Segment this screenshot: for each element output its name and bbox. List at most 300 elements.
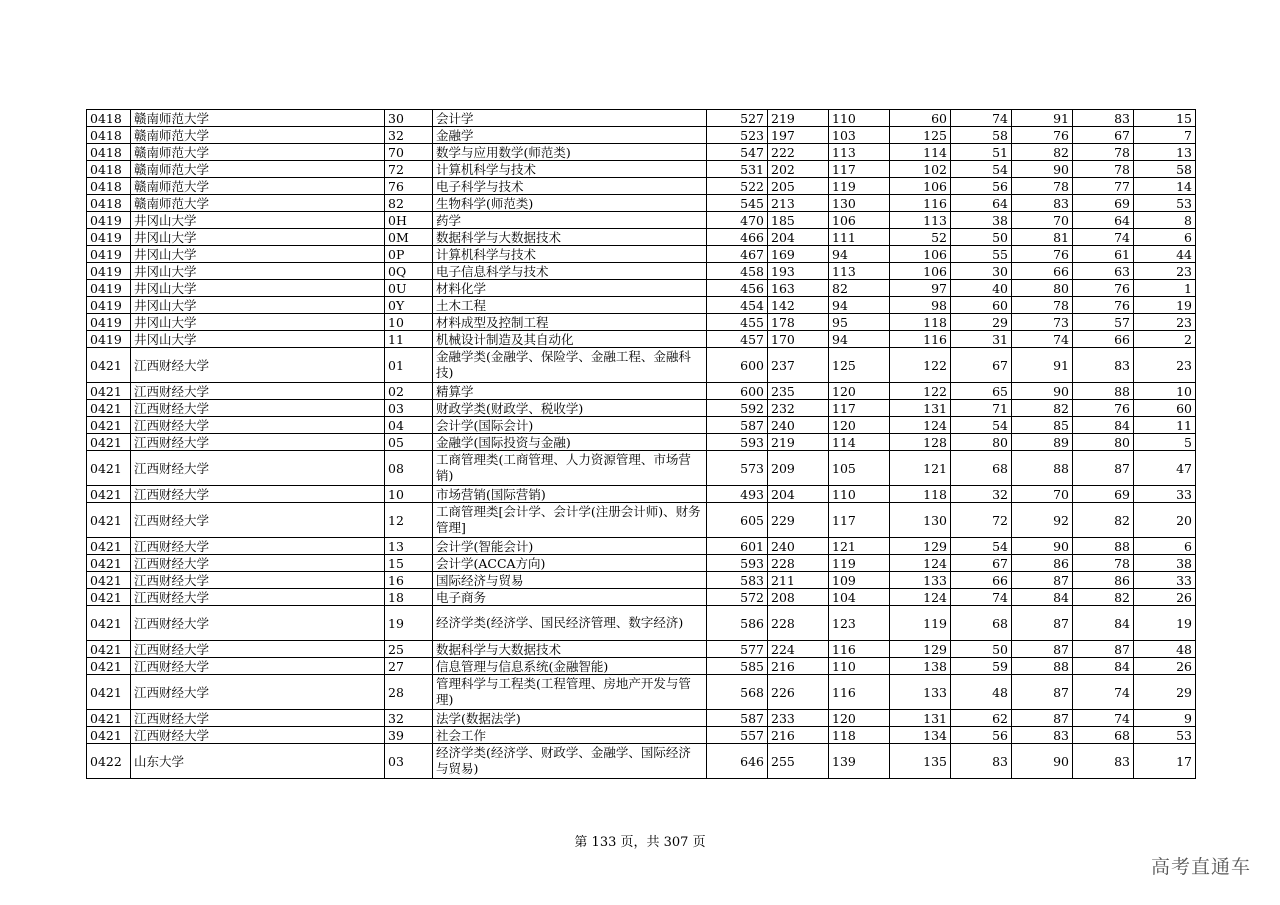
- score-d-cell: 32: [951, 486, 1012, 503]
- score-f-cell: 83: [1073, 744, 1134, 779]
- score-e-cell: 70: [1012, 212, 1073, 229]
- score-b-cell: 104: [829, 589, 890, 606]
- plan-count-cell: 23: [1134, 314, 1196, 331]
- school-code-cell: 0421: [87, 417, 131, 434]
- score-d-cell: 80: [951, 434, 1012, 451]
- score-b-cell: 117: [829, 400, 890, 417]
- table-row: [87, 710, 1196, 727]
- school-name-cell: 江西财经大学: [131, 400, 385, 417]
- major-code-cell: 25: [385, 641, 433, 658]
- score-f-cell: 66: [1073, 331, 1134, 348]
- school-code-cell: 0419: [87, 246, 131, 263]
- score-f-cell: 74: [1073, 675, 1134, 710]
- major-name-cell: 社会工作: [433, 727, 707, 744]
- score-d-cell: 72: [951, 503, 1012, 538]
- major-name-cell: 电子信息科学与技术: [433, 263, 707, 280]
- score-f-cell: 84: [1073, 417, 1134, 434]
- major-name-cell: 财政学类(财政学、税收学): [433, 400, 707, 417]
- score-b-cell: 113: [829, 263, 890, 280]
- score-e-cell: 82: [1012, 400, 1073, 417]
- major-code-cell: 32: [385, 127, 433, 144]
- school-name-cell: 江西财经大学: [131, 572, 385, 589]
- school-name-cell: 江西财经大学: [131, 589, 385, 606]
- major-code-cell: 32: [385, 710, 433, 727]
- total-score-cell: 587: [707, 710, 768, 727]
- school-code-cell: 0418: [87, 110, 131, 127]
- total-score-cell: 605: [707, 503, 768, 538]
- score-b-cell: 110: [829, 486, 890, 503]
- total-score-cell: 531: [707, 161, 768, 178]
- score-f-cell: 76: [1073, 280, 1134, 297]
- score-c-cell: 134: [890, 727, 951, 744]
- major-name-cell: 市场营销(国际营销): [433, 486, 707, 503]
- school-name-cell: 江西财经大学: [131, 417, 385, 434]
- score-c-cell: 106: [890, 178, 951, 195]
- total-score-cell: 466: [707, 229, 768, 246]
- major-name-cell: 会计学(ACCA方向): [433, 555, 707, 572]
- plan-count-cell: 23: [1134, 263, 1196, 280]
- major-name-cell: 数据科学与大数据技术: [433, 641, 707, 658]
- plan-count-cell: 11: [1134, 417, 1196, 434]
- score-e-cell: 87: [1012, 641, 1073, 658]
- score-f-cell: 86: [1073, 572, 1134, 589]
- score-c-cell: 138: [890, 658, 951, 675]
- score-e-cell: 86: [1012, 555, 1073, 572]
- score-b-cell: 119: [829, 178, 890, 195]
- score-a-cell: 202: [768, 161, 829, 178]
- score-c-cell: 130: [890, 503, 951, 538]
- score-b-cell: 117: [829, 161, 890, 178]
- major-name-cell: 数据科学与大数据技术: [433, 229, 707, 246]
- score-e-cell: 78: [1012, 178, 1073, 195]
- score-c-cell: 98: [890, 297, 951, 314]
- score-d-cell: 54: [951, 538, 1012, 555]
- major-code-cell: 10: [385, 314, 433, 331]
- score-d-cell: 38: [951, 212, 1012, 229]
- score-a-cell: 228: [768, 555, 829, 572]
- score-d-cell: 51: [951, 144, 1012, 161]
- major-name-cell: 土木工程: [433, 297, 707, 314]
- score-e-cell: 73: [1012, 314, 1073, 331]
- major-code-cell: 15: [385, 555, 433, 572]
- score-c-cell: 106: [890, 263, 951, 280]
- score-f-cell: 69: [1073, 195, 1134, 212]
- plan-count-cell: 7: [1134, 127, 1196, 144]
- school-name-cell: 井冈山大学: [131, 331, 385, 348]
- score-d-cell: 67: [951, 555, 1012, 572]
- score-d-cell: 54: [951, 161, 1012, 178]
- plan-count-cell: 6: [1134, 538, 1196, 555]
- score-e-cell: 90: [1012, 744, 1073, 779]
- score-b-cell: 110: [829, 658, 890, 675]
- table-row: [87, 178, 1196, 195]
- score-c-cell: 118: [890, 486, 951, 503]
- school-name-cell: 江西财经大学: [131, 555, 385, 572]
- score-f-cell: 83: [1073, 348, 1134, 383]
- major-name-cell: 金融学(国际投资与金融): [433, 434, 707, 451]
- total-score-cell: 600: [707, 348, 768, 383]
- table-row: [87, 675, 1196, 710]
- score-d-cell: 50: [951, 229, 1012, 246]
- total-score-cell: 586: [707, 606, 768, 641]
- score-e-cell: 74: [1012, 331, 1073, 348]
- score-e-cell: 87: [1012, 572, 1073, 589]
- school-code-cell: 0418: [87, 161, 131, 178]
- school-code-cell: 0421: [87, 658, 131, 675]
- score-e-cell: 92: [1012, 503, 1073, 538]
- major-name-cell: 生物科学(师范类): [433, 195, 707, 212]
- score-c-cell: 52: [890, 229, 951, 246]
- score-d-cell: 31: [951, 331, 1012, 348]
- school-code-cell: 0419: [87, 263, 131, 280]
- watermark-text: 高考直通车: [1150, 856, 1251, 878]
- score-e-cell: 76: [1012, 246, 1073, 263]
- score-c-cell: 124: [890, 555, 951, 572]
- score-f-cell: 80: [1073, 434, 1134, 451]
- school-name-cell: 江西财经大学: [131, 641, 385, 658]
- score-b-cell: 106: [829, 212, 890, 229]
- table-row: [87, 400, 1196, 417]
- plan-count-cell: 19: [1134, 606, 1196, 641]
- table-row: [87, 161, 1196, 178]
- score-a-cell: 235: [768, 383, 829, 400]
- plan-count-cell: 58: [1134, 161, 1196, 178]
- major-name-cell: 国际经济与贸易: [433, 572, 707, 589]
- score-c-cell: 97: [890, 280, 951, 297]
- score-e-cell: 89: [1012, 434, 1073, 451]
- school-code-cell: 0418: [87, 195, 131, 212]
- score-a-cell: 237: [768, 348, 829, 383]
- school-code-cell: 0419: [87, 297, 131, 314]
- plan-count-cell: 17: [1134, 744, 1196, 779]
- score-c-cell: 114: [890, 144, 951, 161]
- total-score-cell: 587: [707, 417, 768, 434]
- score-e-cell: 91: [1012, 110, 1073, 127]
- score-a-cell: 163: [768, 280, 829, 297]
- plan-count-cell: 53: [1134, 195, 1196, 212]
- score-f-cell: 68: [1073, 727, 1134, 744]
- table-row: [87, 606, 1196, 641]
- score-c-cell: 124: [890, 417, 951, 434]
- school-code-cell: 0419: [87, 229, 131, 246]
- school-code-cell: 0418: [87, 127, 131, 144]
- table-row: [87, 195, 1196, 212]
- score-b-cell: 118: [829, 727, 890, 744]
- plan-count-cell: 29: [1134, 675, 1196, 710]
- plan-count-cell: 60: [1134, 400, 1196, 417]
- table-row: [87, 727, 1196, 744]
- score-a-cell: 233: [768, 710, 829, 727]
- major-name-cell: 精算学: [433, 383, 707, 400]
- school-code-cell: 0421: [87, 710, 131, 727]
- score-a-cell: 204: [768, 486, 829, 503]
- school-code-cell: 0421: [87, 434, 131, 451]
- total-score-cell: 454: [707, 297, 768, 314]
- score-c-cell: 122: [890, 348, 951, 383]
- score-f-cell: 83: [1073, 110, 1134, 127]
- total-score-cell: 577: [707, 641, 768, 658]
- school-code-cell: 0421: [87, 572, 131, 589]
- plan-count-cell: 8: [1134, 212, 1196, 229]
- score-c-cell: 122: [890, 383, 951, 400]
- school-name-cell: 井冈山大学: [131, 229, 385, 246]
- plan-count-cell: 15: [1134, 110, 1196, 127]
- major-name-cell: 数学与应用数学(师范类): [433, 144, 707, 161]
- plan-count-cell: 33: [1134, 486, 1196, 503]
- score-f-cell: 88: [1073, 538, 1134, 555]
- score-c-cell: 133: [890, 675, 951, 710]
- table-row: [87, 417, 1196, 434]
- major-code-cell: 0P: [385, 246, 433, 263]
- total-score-cell: 527: [707, 110, 768, 127]
- score-b-cell: 94: [829, 297, 890, 314]
- score-d-cell: 30: [951, 263, 1012, 280]
- major-code-cell: 02: [385, 383, 433, 400]
- score-b-cell: 116: [829, 675, 890, 710]
- plan-count-cell: 53: [1134, 727, 1196, 744]
- score-d-cell: 29: [951, 314, 1012, 331]
- school-code-cell: 0421: [87, 641, 131, 658]
- score-c-cell: 116: [890, 331, 951, 348]
- major-name-cell: 管理科学与工程类(工程管理、房地产开发与管理): [433, 675, 707, 710]
- school-name-cell: 井冈山大学: [131, 246, 385, 263]
- score-a-cell: 185: [768, 212, 829, 229]
- total-score-cell: 600: [707, 383, 768, 400]
- plan-count-cell: 6: [1134, 229, 1196, 246]
- score-a-cell: 240: [768, 417, 829, 434]
- school-name-cell: 井冈山大学: [131, 297, 385, 314]
- score-a-cell: 226: [768, 675, 829, 710]
- score-b-cell: 95: [829, 314, 890, 331]
- school-name-cell: 江西财经大学: [131, 675, 385, 710]
- total-score-cell: 457: [707, 331, 768, 348]
- table-row: [87, 503, 1196, 538]
- major-code-cell: 70: [385, 144, 433, 161]
- major-code-cell: 30: [385, 110, 433, 127]
- major-code-cell: 10: [385, 486, 433, 503]
- table-row: [87, 658, 1196, 675]
- score-b-cell: 123: [829, 606, 890, 641]
- score-f-cell: 63: [1073, 263, 1134, 280]
- score-e-cell: 83: [1012, 195, 1073, 212]
- plan-count-cell: 48: [1134, 641, 1196, 658]
- score-b-cell: 114: [829, 434, 890, 451]
- score-f-cell: 78: [1073, 161, 1134, 178]
- plan-count-cell: 1: [1134, 280, 1196, 297]
- score-c-cell: 60: [890, 110, 951, 127]
- score-d-cell: 60: [951, 297, 1012, 314]
- table-row: [87, 297, 1196, 314]
- score-d-cell: 48: [951, 675, 1012, 710]
- score-e-cell: 90: [1012, 538, 1073, 555]
- score-c-cell: 131: [890, 710, 951, 727]
- score-f-cell: 87: [1073, 451, 1134, 486]
- score-b-cell: 111: [829, 229, 890, 246]
- page-number-footer: 第 133 页，共 307 页: [574, 835, 706, 850]
- score-f-cell: 57: [1073, 314, 1134, 331]
- score-a-cell: 178: [768, 314, 829, 331]
- score-c-cell: 135: [890, 744, 951, 779]
- score-f-cell: 82: [1073, 589, 1134, 606]
- total-score-cell: 601: [707, 538, 768, 555]
- major-code-cell: 08: [385, 451, 433, 486]
- score-b-cell: 103: [829, 127, 890, 144]
- score-d-cell: 55: [951, 246, 1012, 263]
- school-name-cell: 江西财经大学: [131, 486, 385, 503]
- table-row: [87, 331, 1196, 348]
- score-d-cell: 56: [951, 727, 1012, 744]
- total-score-cell: 458: [707, 263, 768, 280]
- total-score-cell: 557: [707, 727, 768, 744]
- table-body: [87, 110, 1196, 779]
- score-a-cell: 205: [768, 178, 829, 195]
- major-code-cell: 19: [385, 606, 433, 641]
- major-code-cell: 12: [385, 503, 433, 538]
- score-e-cell: 87: [1012, 606, 1073, 641]
- table-row: [87, 110, 1196, 127]
- school-code-cell: 0421: [87, 675, 131, 710]
- table-row: [87, 538, 1196, 555]
- major-code-cell: 0Q: [385, 263, 433, 280]
- score-d-cell: 66: [951, 572, 1012, 589]
- score-c-cell: 116: [890, 195, 951, 212]
- school-code-cell: 0421: [87, 589, 131, 606]
- major-name-cell: 经济学类(经济学、财政学、金融学、国际经济与贸易): [433, 744, 707, 779]
- plan-count-cell: 10: [1134, 383, 1196, 400]
- school-code-cell: 0418: [87, 178, 131, 195]
- school-name-cell: 井冈山大学: [131, 212, 385, 229]
- major-code-cell: 0H: [385, 212, 433, 229]
- score-f-cell: 77: [1073, 178, 1134, 195]
- major-code-cell: 82: [385, 195, 433, 212]
- major-name-cell: 工商管理类(工商管理、人力资源管理、市场营销): [433, 451, 707, 486]
- score-f-cell: 88: [1073, 383, 1134, 400]
- admission-score-table-container: [86, 109, 1195, 779]
- plan-count-cell: 38: [1134, 555, 1196, 572]
- score-c-cell: 133: [890, 572, 951, 589]
- table-row: [87, 451, 1196, 486]
- score-b-cell: 130: [829, 195, 890, 212]
- total-score-cell: 547: [707, 144, 768, 161]
- major-name-cell: 机械设计制造及其自动化: [433, 331, 707, 348]
- score-b-cell: 113: [829, 144, 890, 161]
- score-f-cell: 64: [1073, 212, 1134, 229]
- score-f-cell: 74: [1073, 710, 1134, 727]
- school-name-cell: 赣南师范大学: [131, 161, 385, 178]
- score-e-cell: 85: [1012, 417, 1073, 434]
- school-code-cell: 0421: [87, 451, 131, 486]
- major-name-cell: 法学(数据法学): [433, 710, 707, 727]
- score-b-cell: 82: [829, 280, 890, 297]
- school-code-cell: 0419: [87, 331, 131, 348]
- score-e-cell: 87: [1012, 710, 1073, 727]
- school-code-cell: 0422: [87, 744, 131, 779]
- score-e-cell: 88: [1012, 451, 1073, 486]
- score-f-cell: 76: [1073, 297, 1134, 314]
- score-e-cell: 90: [1012, 161, 1073, 178]
- score-e-cell: 88: [1012, 658, 1073, 675]
- school-name-cell: 江西财经大学: [131, 434, 385, 451]
- major-code-cell: 0Y: [385, 297, 433, 314]
- score-e-cell: 78: [1012, 297, 1073, 314]
- score-e-cell: 82: [1012, 144, 1073, 161]
- plan-count-cell: 26: [1134, 589, 1196, 606]
- major-name-cell: 材料化学: [433, 280, 707, 297]
- score-a-cell: 240: [768, 538, 829, 555]
- plan-count-cell: 2: [1134, 331, 1196, 348]
- major-code-cell: 27: [385, 658, 433, 675]
- score-e-cell: 76: [1012, 127, 1073, 144]
- major-code-cell: 01: [385, 348, 433, 383]
- school-name-cell: 江西财经大学: [131, 658, 385, 675]
- score-a-cell: 228: [768, 606, 829, 641]
- score-b-cell: 117: [829, 503, 890, 538]
- score-d-cell: 54: [951, 417, 1012, 434]
- score-a-cell: 255: [768, 744, 829, 779]
- table-row: [87, 246, 1196, 263]
- major-code-cell: 72: [385, 161, 433, 178]
- score-a-cell: 222: [768, 144, 829, 161]
- score-e-cell: 66: [1012, 263, 1073, 280]
- major-code-cell: 03: [385, 744, 433, 779]
- score-b-cell: 125: [829, 348, 890, 383]
- total-score-cell: 585: [707, 658, 768, 675]
- plan-count-cell: 5: [1134, 434, 1196, 451]
- school-code-cell: 0421: [87, 348, 131, 383]
- score-b-cell: 116: [829, 641, 890, 658]
- major-code-cell: 0U: [385, 280, 433, 297]
- table-row: [87, 212, 1196, 229]
- score-e-cell: 90: [1012, 383, 1073, 400]
- major-code-cell: 13: [385, 538, 433, 555]
- score-a-cell: 229: [768, 503, 829, 538]
- total-score-cell: 456: [707, 280, 768, 297]
- score-b-cell: 94: [829, 331, 890, 348]
- score-c-cell: 121: [890, 451, 951, 486]
- table-row: [87, 744, 1196, 779]
- school-name-cell: 江西财经大学: [131, 383, 385, 400]
- score-d-cell: 62: [951, 710, 1012, 727]
- score-c-cell: 125: [890, 127, 951, 144]
- major-code-cell: 03: [385, 400, 433, 417]
- major-name-cell: 经济学类(经济学、国民经济管理、数字经济): [433, 606, 707, 641]
- plan-count-cell: 44: [1134, 246, 1196, 263]
- table-row: [87, 589, 1196, 606]
- school-code-cell: 0419: [87, 212, 131, 229]
- score-f-cell: 76: [1073, 400, 1134, 417]
- plan-count-cell: 13: [1134, 144, 1196, 161]
- score-e-cell: 70: [1012, 486, 1073, 503]
- plan-count-cell: 14: [1134, 178, 1196, 195]
- school-code-cell: 0421: [87, 727, 131, 744]
- score-a-cell: 224: [768, 641, 829, 658]
- score-a-cell: 193: [768, 263, 829, 280]
- major-code-cell: 28: [385, 675, 433, 710]
- score-e-cell: 87: [1012, 675, 1073, 710]
- score-d-cell: 50: [951, 641, 1012, 658]
- table-row: [87, 641, 1196, 658]
- score-f-cell: 84: [1073, 658, 1134, 675]
- score-d-cell: 74: [951, 110, 1012, 127]
- school-name-cell: 赣南师范大学: [131, 127, 385, 144]
- score-c-cell: 106: [890, 246, 951, 263]
- school-code-cell: 0419: [87, 280, 131, 297]
- table-row: [87, 572, 1196, 589]
- score-e-cell: 91: [1012, 348, 1073, 383]
- major-name-cell: 会计学(智能会计): [433, 538, 707, 555]
- score-f-cell: 74: [1073, 229, 1134, 246]
- major-name-cell: 金融学: [433, 127, 707, 144]
